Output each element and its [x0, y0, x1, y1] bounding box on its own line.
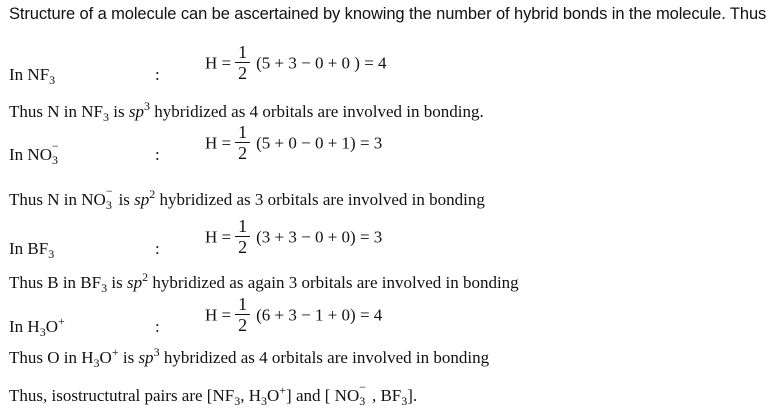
molecule-label: In $BF_3$	[9, 239, 55, 261]
conclusion-line-bf3: Thus B in $BF_3$ is $sp^2$ hybridized as again 3 orbitals are involved in bonding	[9, 270, 519, 295]
separator-colon: :	[155, 145, 160, 164]
hybridization-formula: H = $\frac{1}{2}$ (5 + 0 − 0 + 1) = 3	[205, 122, 383, 163]
hybridization-formula: H = $\frac{1}{2}$ (5 + 3 − 0 + 0 ) = 4	[205, 42, 387, 83]
conclusion-line-no3: Thus N in NO − 3 is $sp^2$ hybridized as 3 orbitals are involved in bonding	[9, 184, 485, 212]
hybridization-formula: H = $\frac{1}{2}$ (6 + 3 − 1 + 0) = 4	[205, 294, 383, 335]
equation-row-nf3	[9, 42, 769, 94]
molecule-label: In $H_3O^+$	[9, 314, 65, 339]
separator-colon: :	[155, 65, 160, 84]
fraction: $\frac{1}{2}$	[235, 216, 250, 257]
molecule-label: In NO − 3	[9, 139, 59, 167]
fraction: $\frac{1}{2}$	[235, 294, 250, 335]
equation-row-no3	[9, 122, 769, 174]
hybridization-formula: H = $\frac{1}{2}$ (3 + 3 − 0 + 0) = 3	[205, 216, 383, 257]
equation-row-bf3	[9, 216, 769, 268]
isostructural-pairs-line: Thus, isostructutral pairs are [$NF_3$, $H_3O^+$] and [ NO − 3 , $BF_3$].	[9, 380, 418, 408]
molecule-label: In $NF_3$	[9, 65, 56, 87]
fraction: $\frac{1}{2}$	[235, 42, 250, 83]
fraction: $\frac{1}{2}$	[235, 122, 250, 163]
intro-paragraph: Structure of a molecule can be ascertained by knowing the number of hybrid bonds in the molecule. Thus	[9, 5, 767, 23]
conclusion-line-nf3: Thus N in $NF_3$ is $sp^3$ hybridized as 4 orbitals are involved in bonding.	[9, 99, 484, 124]
equation-row-h3o	[9, 294, 769, 346]
separator-colon: :	[155, 239, 160, 258]
separator-colon: :	[155, 317, 160, 336]
conclusion-line-h3o: Thus O in $H_3O^+$ is $sp^3$ hybridized as 4 orbitals are involved in bonding	[9, 345, 490, 370]
